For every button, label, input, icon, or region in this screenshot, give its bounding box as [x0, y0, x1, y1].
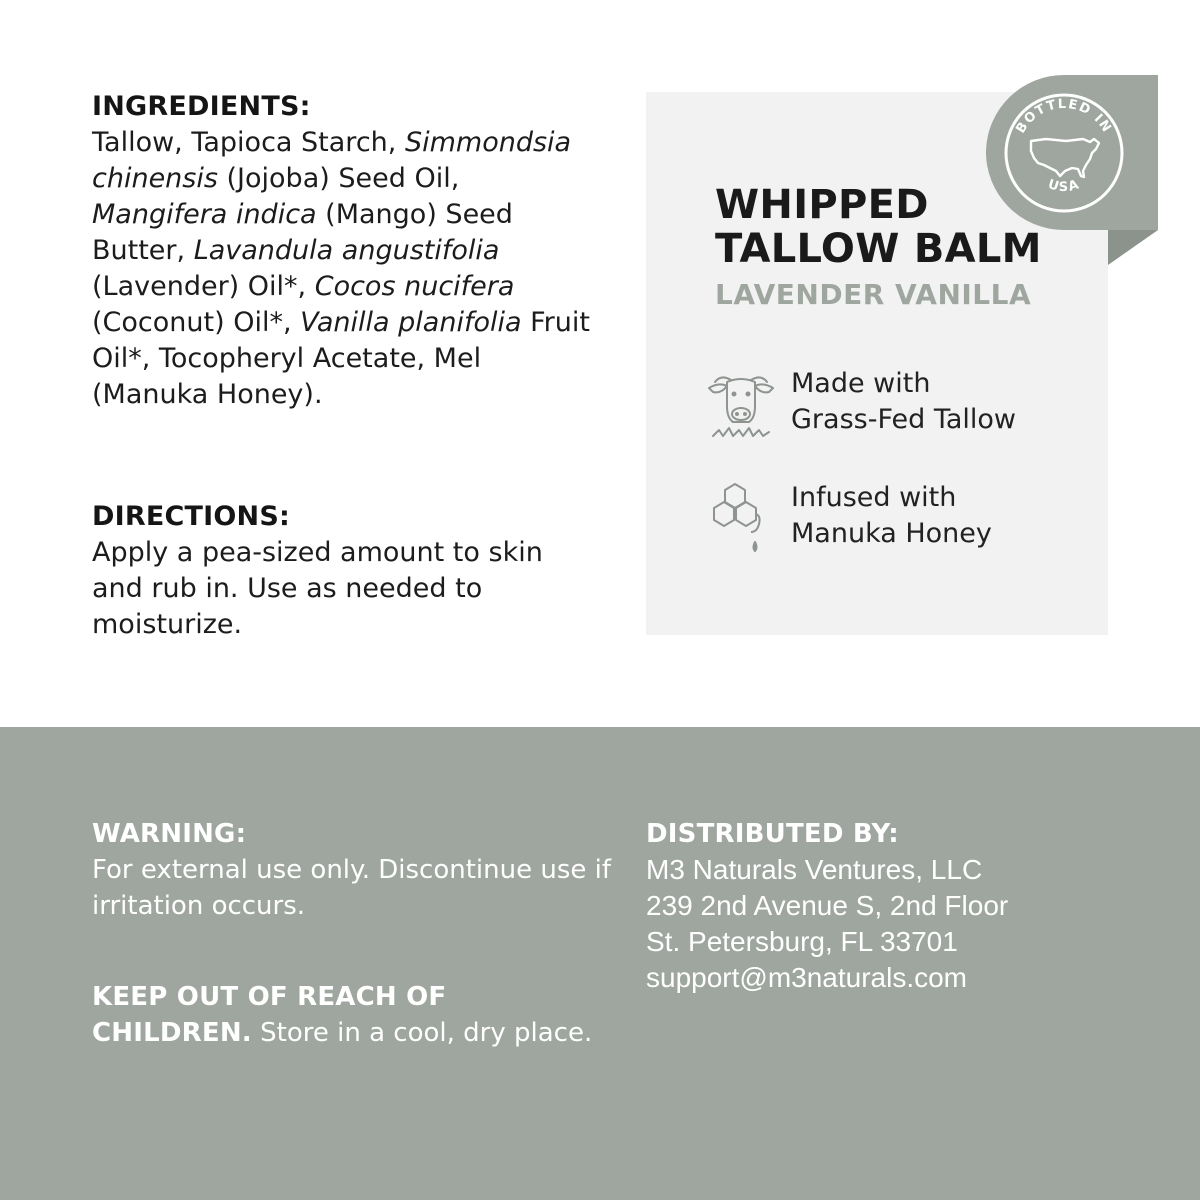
distributor-section — [646, 816, 1166, 996]
keep-out-bold: KEEP OUT OF REACH OF CHILDREN. — [92, 982, 447, 1048]
ingredient-segment: (Mango) Seed Butter, — [92, 199, 513, 266]
distributor-heading: DISTRIBUTED BY: — [646, 819, 899, 849]
product-scent: LAVENDER VANILLA — [715, 278, 1032, 311]
ingredients-section — [92, 89, 602, 413]
keep-out-text — [92, 979, 612, 1051]
keep-out-section — [92, 979, 612, 1051]
keep-out-rest: Store in a cool, dry place. — [251, 1018, 593, 1048]
ingredient-latin-name: Lavandula angustifolia — [193, 235, 500, 266]
ingredient-latin-name: Vanilla planifolia — [300, 307, 522, 338]
honeycomb-icon — [705, 480, 777, 560]
ingredient-segment: (Jojoba) Seed Oil, — [217, 163, 460, 194]
feature-grass-fed-tallow — [705, 366, 1105, 446]
ingredients-text — [92, 125, 602, 413]
cow-icon — [705, 366, 777, 446]
feature-label — [791, 366, 1101, 438]
warning-text: For external use only. Discontinue use if irritation occurs. — [92, 855, 612, 921]
distributor-email[interactable]: support@m3naturals.com — [646, 962, 968, 993]
feature-line: Infused with — [791, 482, 957, 513]
badge-bottom-text: USA — [1046, 177, 1082, 196]
directions-text: Apply a pea-sized amount to skin and rub in. Use as needed to moisturize. — [92, 537, 543, 640]
distributor-address: 239 2nd Avenue S, 2nd Floor — [646, 890, 1009, 921]
ingredients-heading: INGREDIENTS: — [92, 91, 311, 122]
ingredient-latin-name: Simmondsia chinensis — [92, 127, 572, 194]
distributor-city: St. Petersburg, FL 33701 — [646, 926, 958, 957]
ingredient-segment: (Coconut) Oil*, — [92, 307, 301, 338]
feature-line: Manuka Honey — [791, 518, 992, 549]
feature-line: Grass-Fed Tallow — [791, 404, 1017, 435]
ingredient-latin-name: Cocos nucifera — [314, 271, 515, 302]
feature-manuka-honey — [705, 480, 1105, 560]
ingredient-segment: (Lavender) Oil*, — [92, 271, 315, 302]
feature-label — [791, 480, 1101, 552]
badge-top-text: BOTTLED IN — [1013, 96, 1115, 137]
feature-line: Made with — [791, 368, 931, 399]
ingredient-latin-name: Mangifera indica — [92, 199, 317, 230]
warning-heading: WARNING: — [92, 819, 247, 849]
ingredient-segment: Fruit Oil*, Tocopheryl Acetate, Mel (Manuka Honey). — [92, 307, 590, 410]
directions-heading: DIRECTIONS: — [92, 501, 290, 532]
distributor-company: M3 Naturals Ventures, LLC — [646, 854, 983, 885]
warning-section — [92, 816, 612, 924]
product-name: WHIPPED TALLOW BALM — [715, 182, 1042, 272]
directions-section — [92, 499, 602, 643]
ingredient-segment: Tallow, Tapioca Starch, — [92, 127, 405, 158]
